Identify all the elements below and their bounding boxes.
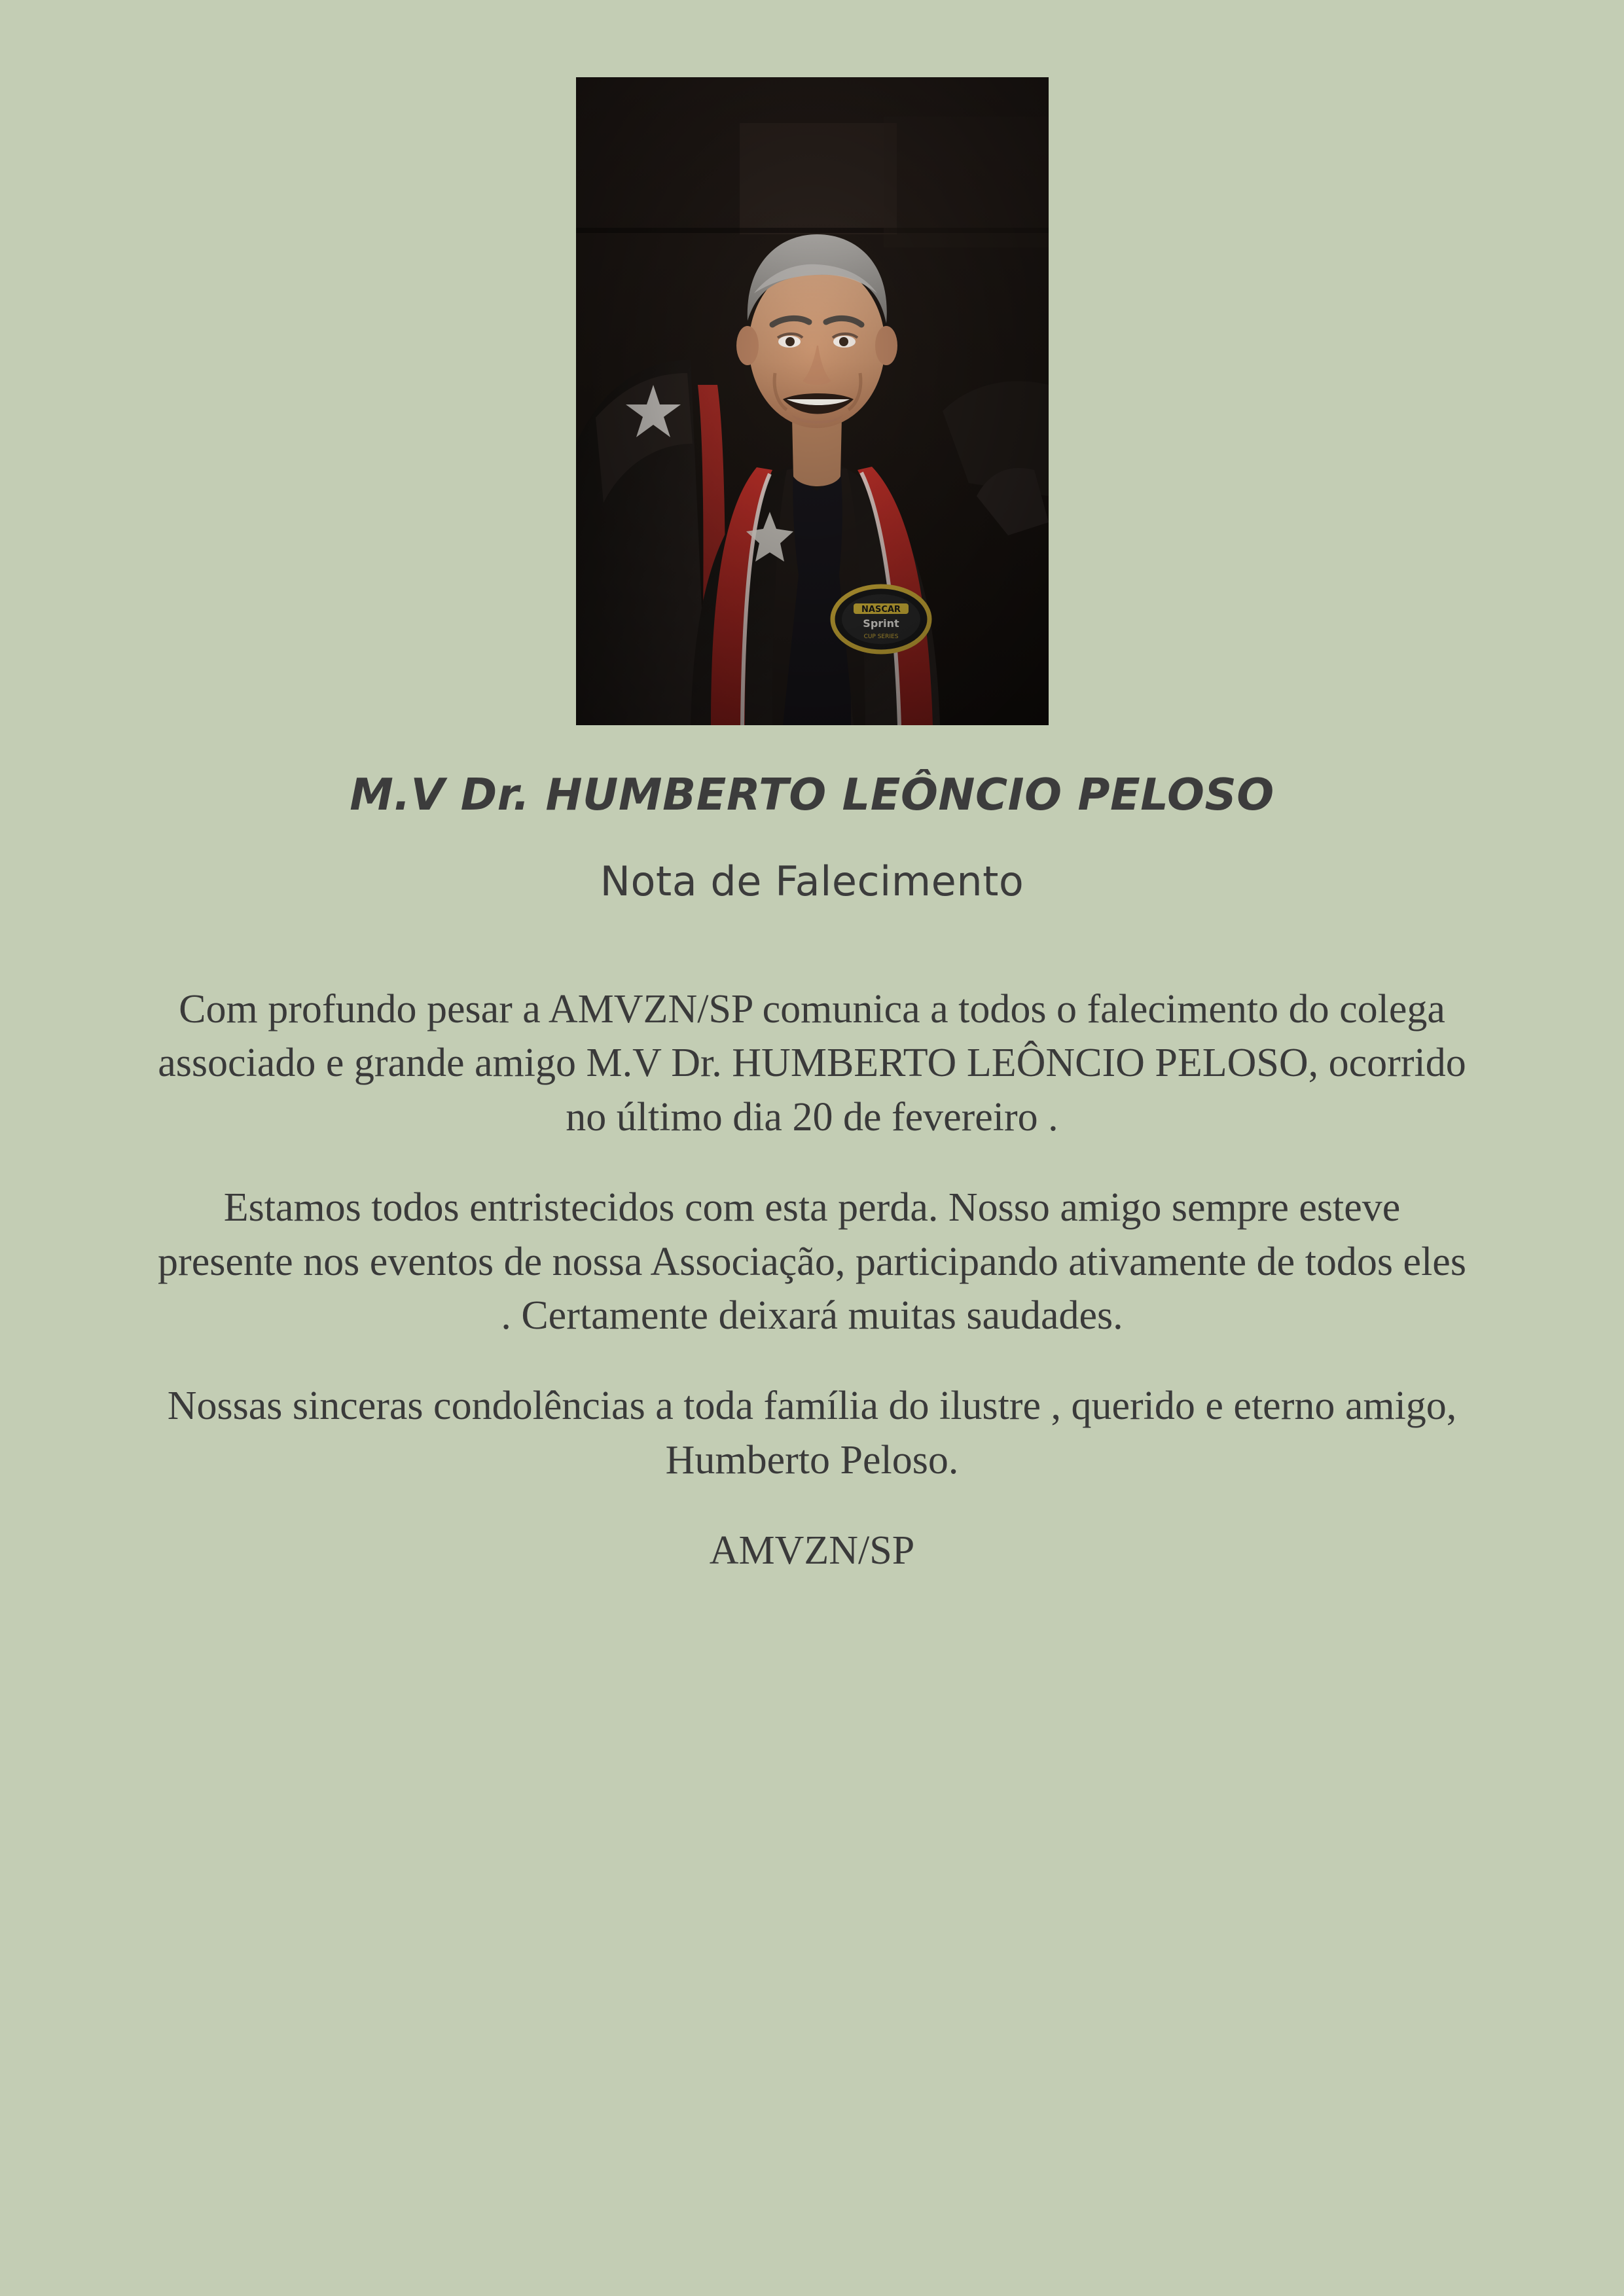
body-paragraph-3: Nossas sinceras condolências a toda família do ilustre , querido e eterno amigo, Humberto Peloso. — [167, 1384, 1457, 1482]
page-subtitle: Nota de Falecimento — [600, 857, 1024, 905]
obituary-body — [158, 982, 1467, 1578]
body-paragraph-2: Estamos todos entristecidos com esta perda. Nosso amigo sempre esteve presente nos eventos de nossa Associação, participando ativamente de todos eles . Certamente deixará muitas saudades. — [158, 1185, 1466, 1338]
body-paragraph-1: Com profundo pesar a AMVZN/SP comunica a todos o falecimento do colega associado e grande amigo M.V Dr. HUMBERTO LEÔNCIO PELOSO, ocorrido no último dia 20 de fevereiro . — [158, 986, 1466, 1139]
portrait-photo-image — [576, 77, 1049, 725]
body-signature: AMVZN/SP — [709, 1528, 915, 1573]
portrait-photo — [576, 77, 1049, 725]
page-title: M.V Dr. HUMBERTO LEÔNCIO PELOSO — [350, 769, 1274, 820]
